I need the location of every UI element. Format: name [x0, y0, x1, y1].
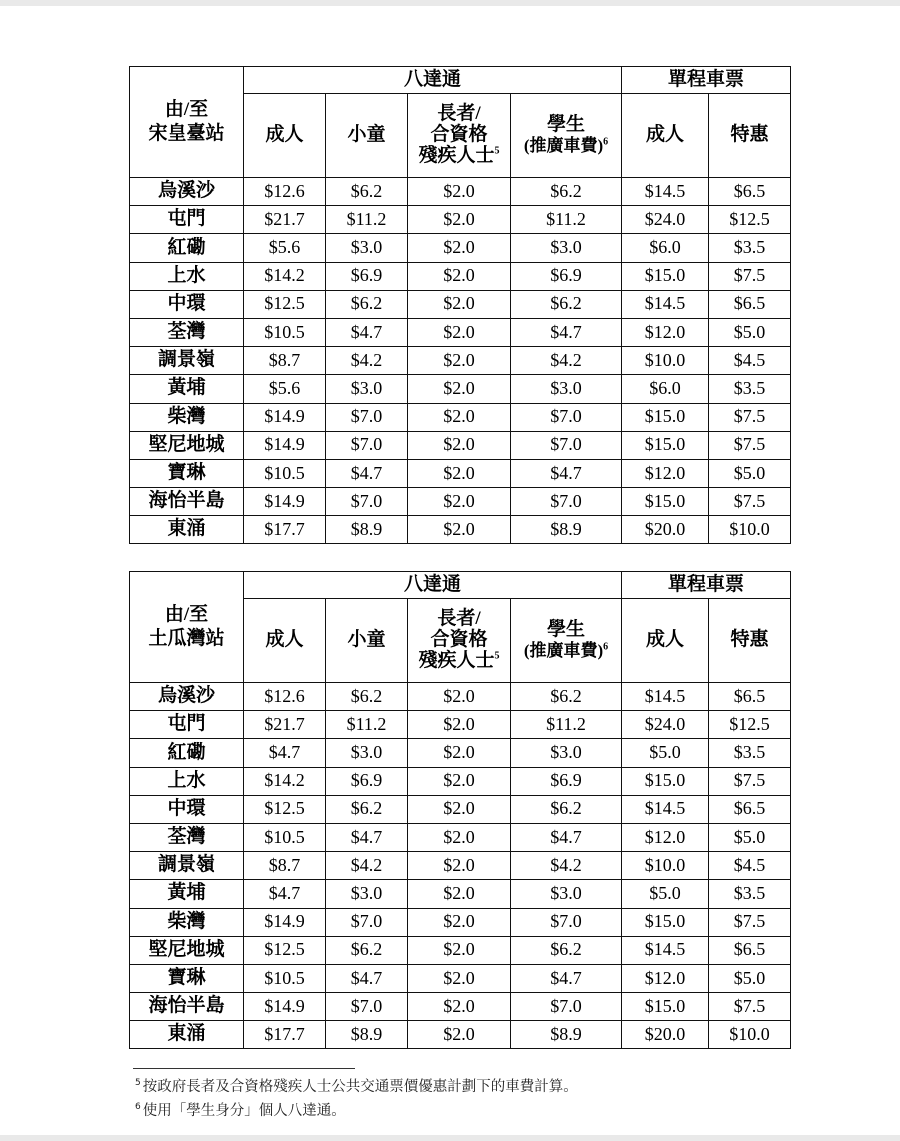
corner-line1: 由/至 — [164, 99, 209, 121]
col-single-adult-header: 成人 — [622, 94, 709, 178]
footnote-ref-5: 5 — [494, 650, 500, 662]
single-adult-cell: $14.5 — [622, 795, 709, 823]
octopus-adult-cell: $14.9 — [244, 993, 326, 1021]
octopus-adult-cell: $12.6 — [244, 683, 326, 711]
fare-rows — [130, 683, 791, 1049]
single-adult-cell: $10.0 — [622, 852, 709, 880]
octopus-child-cell: $6.2 — [326, 290, 408, 318]
octopus-student-cell: $3.0 — [511, 880, 622, 908]
table-row — [130, 908, 791, 936]
single-concession-cell: $6.5 — [709, 795, 791, 823]
station-cell: 烏溪沙 — [130, 178, 244, 206]
octopus-child-cell: $6.2 — [326, 683, 408, 711]
student-line2: (推廣車費) — [523, 136, 604, 156]
octopus-student-cell: $6.2 — [511, 936, 622, 964]
station-cell: 紅磡 — [130, 739, 244, 767]
octopus-adult-cell: $4.7 — [244, 739, 326, 767]
student-line1: 學生 — [547, 619, 586, 641]
single-concession-cell: $10.0 — [709, 1021, 791, 1049]
octopus-elderly-cell: $2.0 — [408, 711, 511, 739]
corner-header — [130, 67, 244, 178]
col-single-adult-header: 成人 — [622, 599, 709, 683]
octopus-child-cell: $6.2 — [326, 178, 408, 206]
table-row — [130, 852, 791, 880]
octopus-child-cell: $7.0 — [326, 993, 408, 1021]
table-row — [130, 206, 791, 234]
col-elderly-header — [408, 94, 511, 178]
octopus-child-cell: $4.2 — [326, 852, 408, 880]
col-child-header: 小童 — [326, 599, 408, 683]
octopus-elderly-cell: $2.0 — [408, 262, 511, 290]
table-row — [130, 767, 791, 795]
octopus-child-cell: $7.0 — [326, 908, 408, 936]
octopus-student-cell: $3.0 — [511, 739, 622, 767]
group-octopus-header: 八達通 — [244, 572, 622, 599]
single-concession-cell: $4.5 — [709, 347, 791, 375]
station-cell: 屯門 — [130, 206, 244, 234]
station-cell: 東涌 — [130, 516, 244, 544]
octopus-child-cell: $6.2 — [326, 936, 408, 964]
footnote-5 — [135, 1075, 578, 1096]
octopus-elderly-cell: $2.0 — [408, 795, 511, 823]
table-row — [130, 739, 791, 767]
table-row — [130, 516, 791, 544]
octopus-child-cell: $4.7 — [326, 459, 408, 487]
fare-rows — [130, 178, 791, 544]
octopus-adult-cell: $14.2 — [244, 767, 326, 795]
octopus-elderly-cell: $2.0 — [408, 234, 511, 262]
station-cell: 黃埔 — [130, 880, 244, 908]
octopus-child-cell: $7.0 — [326, 403, 408, 431]
student-line1: 學生 — [547, 114, 586, 136]
col-adult-header: 成人 — [244, 94, 326, 178]
footnote-ref-6: 6 — [603, 136, 609, 148]
table-row — [130, 823, 791, 851]
col-single-concession-header: 特惠 — [709, 599, 791, 683]
octopus-student-cell: $6.2 — [511, 683, 622, 711]
octopus-student-cell: $7.0 — [511, 908, 622, 936]
octopus-adult-cell: $5.6 — [244, 234, 326, 262]
station-cell: 中環 — [130, 795, 244, 823]
octopus-adult-cell: $12.5 — [244, 290, 326, 318]
octopus-student-cell: $6.9 — [511, 767, 622, 795]
elderly-line2: 合資格 — [430, 629, 488, 651]
col-student-header — [511, 599, 622, 683]
octopus-child-cell: $8.9 — [326, 1021, 408, 1049]
octopus-child-cell: $6.9 — [326, 767, 408, 795]
single-adult-cell: $14.5 — [622, 936, 709, 964]
octopus-adult-cell: $12.5 — [244, 795, 326, 823]
station-cell: 屯門 — [130, 711, 244, 739]
footnote-ref-6: 6 — [603, 641, 609, 653]
octopus-adult-cell: $12.5 — [244, 936, 326, 964]
octopus-adult-cell: $21.7 — [244, 206, 326, 234]
octopus-child-cell: $3.0 — [326, 739, 408, 767]
footnote-6 — [135, 1099, 346, 1120]
station-cell: 上水 — [130, 262, 244, 290]
single-concession-cell: $6.5 — [709, 683, 791, 711]
single-adult-cell: $15.0 — [622, 767, 709, 795]
octopus-student-cell: $4.7 — [511, 459, 622, 487]
single-adult-cell: $14.5 — [622, 178, 709, 206]
octopus-child-cell: $3.0 — [326, 880, 408, 908]
station-cell: 中環 — [130, 290, 244, 318]
octopus-elderly-cell: $2.0 — [408, 459, 511, 487]
single-adult-cell: $20.0 — [622, 1021, 709, 1049]
octopus-adult-cell: $10.5 — [244, 318, 326, 346]
octopus-student-cell: $8.9 — [511, 1021, 622, 1049]
single-concession-cell: $10.0 — [709, 516, 791, 544]
table-row — [130, 459, 791, 487]
single-concession-cell: $7.5 — [709, 993, 791, 1021]
single-concession-cell: $7.5 — [709, 908, 791, 936]
group-single-ticket-header: 單程車票 — [622, 67, 791, 94]
single-concession-cell: $5.0 — [709, 459, 791, 487]
footnote-mark: 6 — [135, 1102, 141, 1113]
octopus-elderly-cell: $2.0 — [408, 1021, 511, 1049]
octopus-elderly-cell: $2.0 — [408, 206, 511, 234]
octopus-student-cell: $11.2 — [511, 711, 622, 739]
octopus-elderly-cell: $2.0 — [408, 431, 511, 459]
octopus-elderly-cell: $2.0 — [408, 290, 511, 318]
single-adult-cell: $24.0 — [622, 206, 709, 234]
octopus-adult-cell: $8.7 — [244, 347, 326, 375]
single-concession-cell: $5.0 — [709, 318, 791, 346]
corner-line1: 由/至 — [164, 604, 209, 626]
octopus-child-cell: $4.7 — [326, 318, 408, 346]
single-adult-cell: $12.0 — [622, 823, 709, 851]
station-cell: 寶琳 — [130, 964, 244, 992]
table-row — [130, 318, 791, 346]
table-row — [130, 375, 791, 403]
octopus-adult-cell: $12.6 — [244, 178, 326, 206]
single-adult-cell: $12.0 — [622, 964, 709, 992]
octopus-adult-cell: $14.2 — [244, 262, 326, 290]
octopus-elderly-cell: $2.0 — [408, 403, 511, 431]
single-concession-cell: $4.5 — [709, 852, 791, 880]
col-single-concession-header: 特惠 — [709, 94, 791, 178]
table-row — [130, 1021, 791, 1049]
single-concession-cell: $3.5 — [709, 375, 791, 403]
table-row — [130, 993, 791, 1021]
footnote-divider — [133, 1068, 355, 1069]
octopus-adult-cell: $14.9 — [244, 908, 326, 936]
station-cell: 上水 — [130, 767, 244, 795]
octopus-elderly-cell: $2.0 — [408, 767, 511, 795]
octopus-student-cell: $7.0 — [511, 993, 622, 1021]
octopus-adult-cell: $17.7 — [244, 516, 326, 544]
octopus-elderly-cell: $2.0 — [408, 347, 511, 375]
station-cell: 海怡半島 — [130, 993, 244, 1021]
station-cell: 調景嶺 — [130, 852, 244, 880]
octopus-elderly-cell: $2.0 — [408, 823, 511, 851]
single-concession-cell: $6.5 — [709, 178, 791, 206]
octopus-student-cell: $7.0 — [511, 431, 622, 459]
octopus-child-cell: $6.2 — [326, 795, 408, 823]
table-row — [130, 488, 791, 516]
octopus-adult-cell: $4.7 — [244, 880, 326, 908]
table-row — [130, 290, 791, 318]
single-concession-cell: $7.5 — [709, 488, 791, 516]
octopus-elderly-cell: $2.0 — [408, 178, 511, 206]
corner-header — [130, 572, 244, 683]
octopus-student-cell: $11.2 — [511, 206, 622, 234]
octopus-student-cell: $4.7 — [511, 964, 622, 992]
octopus-child-cell: $3.0 — [326, 375, 408, 403]
octopus-adult-cell: $21.7 — [244, 711, 326, 739]
octopus-student-cell: $4.2 — [511, 852, 622, 880]
elderly-line1: 長者/ — [437, 608, 481, 630]
elderly-line3: 殘疾人士 — [418, 649, 495, 671]
single-adult-cell: $15.0 — [622, 403, 709, 431]
single-concession-cell: $12.5 — [709, 206, 791, 234]
table-row — [130, 403, 791, 431]
octopus-child-cell: $4.7 — [326, 823, 408, 851]
corner-line2: 宋皇臺站 — [148, 123, 225, 144]
octopus-student-cell: $6.9 — [511, 262, 622, 290]
octopus-elderly-cell: $2.0 — [408, 318, 511, 346]
station-cell: 黃埔 — [130, 375, 244, 403]
single-adult-cell: $15.0 — [622, 993, 709, 1021]
single-adult-cell: $14.5 — [622, 683, 709, 711]
octopus-student-cell: $6.2 — [511, 795, 622, 823]
page-top-edge — [0, 0, 900, 6]
fare-table-sung-wong-toi — [129, 66, 791, 544]
octopus-student-cell: $4.7 — [511, 318, 622, 346]
single-concession-cell: $6.5 — [709, 936, 791, 964]
single-concession-cell: $7.5 — [709, 767, 791, 795]
single-adult-cell: $6.0 — [622, 234, 709, 262]
octopus-adult-cell: $10.5 — [244, 459, 326, 487]
single-adult-cell: $24.0 — [622, 711, 709, 739]
station-cell: 柴灣 — [130, 908, 244, 936]
station-cell: 烏溪沙 — [130, 683, 244, 711]
table-row — [130, 711, 791, 739]
single-concession-cell: $7.5 — [709, 431, 791, 459]
table-row — [130, 347, 791, 375]
table-row — [130, 936, 791, 964]
table-row — [130, 964, 791, 992]
single-concession-cell: $3.5 — [709, 234, 791, 262]
octopus-elderly-cell: $2.0 — [408, 908, 511, 936]
station-cell: 海怡半島 — [130, 488, 244, 516]
octopus-child-cell: $4.2 — [326, 347, 408, 375]
octopus-student-cell: $8.9 — [511, 516, 622, 544]
octopus-child-cell: $4.7 — [326, 964, 408, 992]
octopus-elderly-cell: $2.0 — [408, 880, 511, 908]
single-concession-cell: $3.5 — [709, 880, 791, 908]
octopus-student-cell: $3.0 — [511, 375, 622, 403]
octopus-elderly-cell: $2.0 — [408, 375, 511, 403]
octopus-elderly-cell: $2.0 — [408, 964, 511, 992]
octopus-adult-cell: $17.7 — [244, 1021, 326, 1049]
octopus-student-cell: $7.0 — [511, 488, 622, 516]
single-concession-cell: $12.5 — [709, 711, 791, 739]
table-row — [130, 795, 791, 823]
footnote-mark: 5 — [135, 1078, 141, 1089]
single-concession-cell: $6.5 — [709, 290, 791, 318]
student-line2: (推廣車費) — [523, 641, 604, 661]
octopus-student-cell: $4.2 — [511, 347, 622, 375]
single-concession-cell: $7.5 — [709, 262, 791, 290]
col-child-header: 小童 — [326, 94, 408, 178]
single-adult-cell: $15.0 — [622, 908, 709, 936]
table-row — [130, 178, 791, 206]
octopus-child-cell: $3.0 — [326, 234, 408, 262]
table-row — [130, 431, 791, 459]
octopus-elderly-cell: $2.0 — [408, 993, 511, 1021]
octopus-adult-cell: $14.9 — [244, 488, 326, 516]
octopus-elderly-cell: $2.0 — [408, 739, 511, 767]
octopus-adult-cell: $10.5 — [244, 823, 326, 851]
octopus-child-cell: $6.9 — [326, 262, 408, 290]
octopus-elderly-cell: $2.0 — [408, 852, 511, 880]
single-adult-cell: $10.0 — [622, 347, 709, 375]
table-row — [130, 234, 791, 262]
octopus-child-cell: $11.2 — [326, 711, 408, 739]
octopus-elderly-cell: $2.0 — [408, 488, 511, 516]
octopus-student-cell: $6.2 — [511, 290, 622, 318]
table-row — [130, 262, 791, 290]
single-concession-cell: $3.5 — [709, 739, 791, 767]
group-octopus-header: 八達通 — [244, 67, 622, 94]
corner-line2: 土瓜灣站 — [148, 628, 225, 649]
station-cell: 調景嶺 — [130, 347, 244, 375]
station-cell: 東涌 — [130, 1021, 244, 1049]
footnote-text: 使用「學生身分」個人八達通。 — [142, 1103, 346, 1119]
octopus-student-cell: $7.0 — [511, 403, 622, 431]
octopus-adult-cell: $10.5 — [244, 964, 326, 992]
single-adult-cell: $12.0 — [622, 318, 709, 346]
octopus-adult-cell: $5.6 — [244, 375, 326, 403]
octopus-elderly-cell: $2.0 — [408, 936, 511, 964]
station-cell: 柴灣 — [130, 403, 244, 431]
octopus-student-cell: $3.0 — [511, 234, 622, 262]
col-elderly-header — [408, 599, 511, 683]
station-cell: 堅尼地城 — [130, 431, 244, 459]
elderly-line2: 合資格 — [430, 124, 488, 146]
single-concession-cell: $7.5 — [709, 403, 791, 431]
single-concession-cell: $5.0 — [709, 964, 791, 992]
single-adult-cell: $5.0 — [622, 739, 709, 767]
table-row — [130, 880, 791, 908]
footnote-text: 按政府長者及合資格殘疾人士公共交通票價優惠計劃下的車費計算。 — [142, 1079, 578, 1095]
octopus-child-cell: $7.0 — [326, 431, 408, 459]
group-single-ticket-header: 單程車票 — [622, 572, 791, 599]
octopus-adult-cell: $8.7 — [244, 852, 326, 880]
octopus-adult-cell: $14.9 — [244, 403, 326, 431]
elderly-line3: 殘疾人士 — [418, 144, 495, 166]
footnote-ref-5: 5 — [494, 145, 500, 157]
octopus-child-cell: $8.9 — [326, 516, 408, 544]
octopus-student-cell: $4.7 — [511, 823, 622, 851]
single-adult-cell: $20.0 — [622, 516, 709, 544]
page-bottom-edge — [0, 1135, 900, 1141]
col-student-header — [511, 94, 622, 178]
station-cell: 紅磡 — [130, 234, 244, 262]
station-cell: 寶琳 — [130, 459, 244, 487]
elderly-line1: 長者/ — [437, 103, 481, 125]
octopus-child-cell: $7.0 — [326, 488, 408, 516]
single-adult-cell: $14.5 — [622, 290, 709, 318]
station-cell: 荃灣 — [130, 318, 244, 346]
col-adult-header: 成人 — [244, 599, 326, 683]
single-adult-cell: $15.0 — [622, 431, 709, 459]
octopus-elderly-cell: $2.0 — [408, 683, 511, 711]
single-adult-cell: $15.0 — [622, 262, 709, 290]
table-row — [130, 683, 791, 711]
octopus-adult-cell: $14.9 — [244, 431, 326, 459]
octopus-elderly-cell: $2.0 — [408, 516, 511, 544]
octopus-student-cell: $6.2 — [511, 178, 622, 206]
station-cell: 荃灣 — [130, 823, 244, 851]
fare-table-to-kwa-wan — [129, 571, 791, 1049]
single-concession-cell: $5.0 — [709, 823, 791, 851]
station-cell: 堅尼地城 — [130, 936, 244, 964]
single-adult-cell: $12.0 — [622, 459, 709, 487]
octopus-child-cell: $11.2 — [326, 206, 408, 234]
single-adult-cell: $6.0 — [622, 375, 709, 403]
single-adult-cell: $5.0 — [622, 880, 709, 908]
single-adult-cell: $15.0 — [622, 488, 709, 516]
